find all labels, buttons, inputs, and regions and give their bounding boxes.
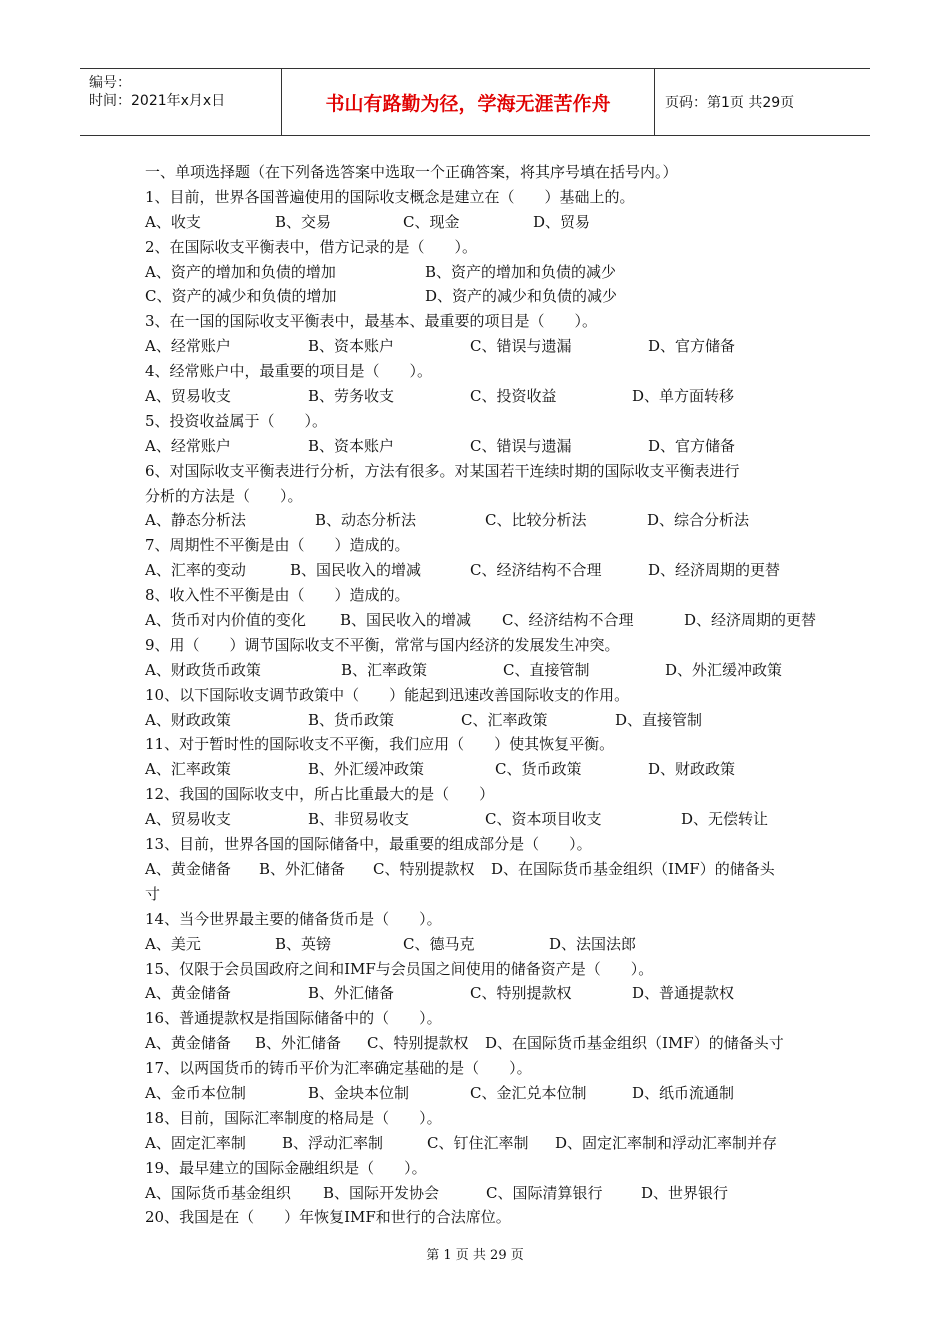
text-line: 15、仅限于会员国政府之间和IMF与会员国之间使用的储备资产是（ ）。: [145, 959, 654, 978]
option-item: C、比较分析法: [485, 511, 587, 530]
option-item: D、经济周期的更替: [648, 561, 781, 580]
document-header: [80, 68, 870, 136]
option-item: A、固定汇率制: [145, 1133, 246, 1152]
option-item: C、特别提款权: [470, 984, 572, 1003]
option-item: D、单方面转移: [632, 387, 735, 406]
option-row: [145, 1081, 815, 1106]
option-item: B、资产的增加和负债的减少: [425, 262, 617, 281]
option-item: D、在国际货币基金组织（IMF）的储备头寸: [485, 1034, 784, 1053]
motto: 书山有路勤为径，学海无涯苦作舟: [282, 69, 655, 135]
option-item: C、经济结构不合理: [470, 561, 602, 580]
option-item: C、特别提款权: [373, 859, 475, 878]
option-item: B、金块本位制: [308, 1083, 410, 1102]
option-item: C、投资收益: [470, 387, 557, 406]
option-item: A、贸易收支: [145, 810, 231, 829]
option-item: A、货币对内价值的变化: [145, 611, 306, 630]
option-item: D、无偿转让: [681, 810, 769, 829]
option-row: [145, 857, 815, 882]
option-row: [145, 807, 815, 832]
text-line: 5、投资收益属于（ ）。: [145, 411, 328, 430]
option-item: A、美元: [145, 934, 201, 953]
option-item: B、非贸易收支: [308, 810, 410, 829]
option-row: [145, 708, 815, 733]
text-line: 18、目前，国际汇率制度的格局是（ ）。: [145, 1108, 442, 1127]
option-row: [145, 658, 815, 683]
option-item: B、交易: [275, 212, 332, 231]
text-line: 19、最早建立的国际金融组织是（ ）。: [145, 1158, 427, 1177]
option-item: C、资本项目收支: [485, 810, 602, 829]
option-item: B、动态分析法: [315, 511, 417, 530]
option-item: C、国际清算银行: [486, 1183, 603, 1202]
option-item: A、贸易收支: [145, 387, 231, 406]
text-line: 一、单项选择题（在下列备选答案中选取一个正确答案，将其序号填在括号内。）: [145, 163, 678, 181]
text-line: 11、对于暂时性的国际收支不平衡，我们应用（ ）使其恢复平衡。: [145, 735, 615, 754]
page-footer: 第 1 页 共 29 页: [426, 1248, 524, 1263]
date-line: 时间：2021年x月x日: [89, 93, 226, 109]
option-item: B、国民收入的增减: [340, 611, 472, 630]
option-item: B、资本账户: [308, 337, 395, 356]
text-line: 3、在一国的国际收支平衡表中，最基本、最重要的项目是（ ）。: [145, 312, 598, 331]
option-row: [145, 558, 815, 583]
text-line: 7、周期性不平衡是由（ ）造成的。: [145, 536, 410, 555]
option-item: C、货币政策: [495, 760, 582, 779]
option-item: A、国际货币基金组织: [145, 1183, 291, 1202]
option-row: [145, 1031, 815, 1056]
option-item: C、德马克: [403, 934, 475, 953]
option-item: D、外汇缓冲政策: [665, 660, 783, 679]
option-item: A、黄金储备: [145, 984, 231, 1003]
option-item: C、钉住汇率制: [427, 1133, 529, 1152]
option-item: D、固定汇率制和浮动汇率制并存: [555, 1133, 778, 1152]
text-line: 2、在国际收支平衡表中，借方记录的是（ ）。: [145, 237, 478, 256]
text-line: 14、当今世界最主要的储备货币是（ ）。: [145, 909, 442, 928]
option-item: C、错误与遗漏: [470, 337, 572, 356]
text-line: 寸: [145, 884, 161, 903]
number-label: 编号：: [89, 75, 131, 91]
header-left-cell: [80, 69, 282, 135]
option-row: [145, 434, 815, 459]
option-item: A、黄金储备: [145, 1034, 231, 1053]
option-item: A、财政货币政策: [145, 660, 261, 679]
option-item: A、财政政策: [145, 710, 231, 729]
option-item: B、汇率政策: [341, 660, 428, 679]
option-item: D、在国际货币基金组织（IMF）的储备头: [491, 859, 775, 878]
option-row: [145, 981, 815, 1006]
option-item: A、收支: [145, 212, 201, 231]
option-item: A、资产的增加和负债的增加: [145, 262, 336, 281]
option-item: B、资本账户: [308, 436, 395, 455]
question-body: [145, 160, 815, 1230]
option-item: B、国民收入的增减: [290, 561, 422, 580]
option-item: D、普通提款权: [632, 984, 735, 1003]
option-item: D、直接管制: [615, 710, 703, 729]
option-row: [145, 260, 815, 285]
option-row: [145, 284, 815, 309]
text-line: 16、普通提款权是指国际储备中的（ ）。: [145, 1009, 442, 1028]
text-line: 12、我国的国际收支中，所占比重最大的是（ ）: [145, 785, 495, 804]
option-item: D、世界银行: [641, 1183, 729, 1202]
option-item: D、纸币流通制: [632, 1083, 735, 1102]
option-item: C、汇率政策: [461, 710, 548, 729]
option-item: C、金汇兑本位制: [470, 1083, 587, 1102]
page-info: 页码：第1页 共29页: [665, 95, 795, 111]
option-item: D、资产的减少和负债的减少: [425, 287, 618, 306]
text-line: 17、以两国货币的铸币平价为汇率确定基础的是（ ）。: [145, 1059, 532, 1078]
option-row: [145, 932, 815, 957]
text-line: 8、收入性不平衡是由（ ）造成的。: [145, 586, 410, 605]
text-line: 4、经常账户中，最重要的项目是（ ）。: [145, 362, 433, 381]
option-item: C、特别提款权: [367, 1034, 469, 1053]
option-row: [145, 757, 815, 782]
option-item: B、国际开发协会: [323, 1183, 440, 1202]
text-line: 20、我国是在（ ）年恢复IMF和世行的合法席位。: [145, 1208, 511, 1227]
option-item: C、直接管制: [503, 660, 590, 679]
option-row: [145, 210, 815, 235]
option-row: [145, 1131, 815, 1156]
option-item: B、外汇储备: [259, 859, 346, 878]
option-row: [145, 334, 815, 359]
option-item: B、外汇储备: [255, 1034, 342, 1053]
option-item: B、劳务收支: [308, 387, 395, 406]
option-item: C、现金: [403, 212, 460, 231]
option-item: A、黄金储备: [145, 859, 231, 878]
option-item: A、金币本位制: [145, 1083, 246, 1102]
option-item: B、货币政策: [308, 710, 395, 729]
option-row: [145, 384, 815, 409]
option-item: B、外汇储备: [308, 984, 395, 1003]
option-item: C、资产的减少和负债的增加: [145, 287, 337, 306]
option-item: D、官方储备: [648, 337, 736, 356]
option-item: D、贸易: [533, 212, 591, 231]
option-item: A、汇率的变动: [145, 561, 246, 580]
option-item: D、法国法郎: [549, 934, 637, 953]
text-line: 10、以下国际收支调节政策中（ ）能起到迅速改善国际收支的作用。: [145, 685, 630, 704]
text-line: 6、对国际收支平衡表进行分析，方法有很多。对某国若干连续时期的国际收支平衡表进行: [145, 461, 740, 480]
option-item: A、经常账户: [145, 436, 231, 455]
text-line: 分析的方法是（ ）。: [145, 486, 303, 505]
option-item: D、官方储备: [648, 436, 736, 455]
text-line: 1、目前，世界各国普遍使用的国际收支概念是建立在（ ）基础上的。: [145, 187, 635, 206]
option-item: B、浮动汇率制: [282, 1133, 384, 1152]
option-item: D、综合分析法: [647, 511, 750, 530]
option-item: D、经济周期的更替: [684, 611, 817, 630]
option-item: A、经常账户: [145, 337, 231, 356]
option-item: C、经济结构不合理: [502, 611, 634, 630]
option-item: C、错误与遗漏: [470, 436, 572, 455]
option-item: A、汇率政策: [145, 760, 231, 779]
option-item: B、英镑: [275, 934, 332, 953]
text-line: 13、目前，世界各国的国际储备中，最重要的组成部分是（ ）。: [145, 835, 592, 854]
option-row: [145, 508, 815, 533]
option-row: [145, 1181, 815, 1206]
option-item: A、静态分析法: [145, 511, 246, 530]
option-row: [145, 608, 815, 633]
option-item: B、外汇缓冲政策: [308, 760, 425, 779]
option-item: D、财政政策: [648, 760, 736, 779]
text-line: 9、用（ ）调节国际收支不平衡，常常与国内经济的发展发生冲突。: [145, 635, 620, 654]
